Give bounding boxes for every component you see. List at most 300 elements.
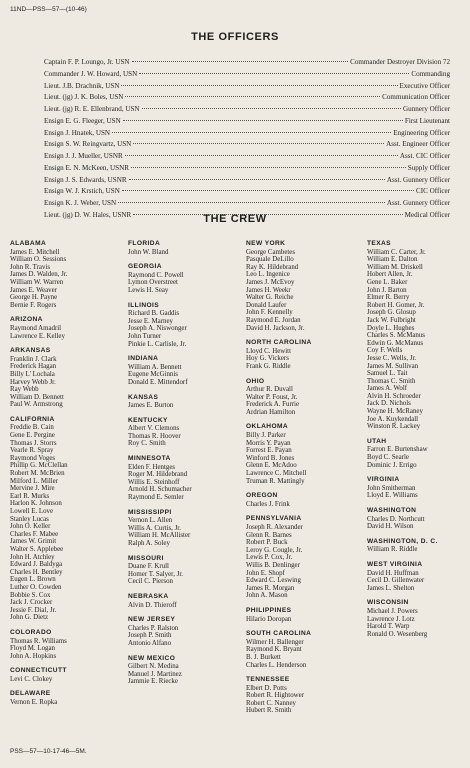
crew-column-2 (128, 240, 192, 693)
state-heading: TENNESSEE (246, 676, 290, 684)
crew-column-1 (10, 240, 68, 714)
crew-member: John F. Kennelly (246, 309, 293, 317)
crew-member: Antonio Alfano (128, 639, 172, 647)
crew-member: Eugene McGinnis (128, 371, 178, 379)
crew-member: Truman R. Mattingly (246, 477, 305, 485)
dot-leader (129, 179, 385, 180)
state-heading: KANSAS (128, 393, 159, 401)
state-heading: FLORIDA (128, 240, 161, 247)
crew-member: Raymond E. Jordan (246, 316, 301, 324)
crew-member: Pinkie L. Carlisle, Jr. (128, 340, 187, 348)
crew-member: James H. Weekr (246, 286, 291, 294)
crew-member: Stanley Lucas (10, 515, 49, 523)
crew-member: John O. Keller (10, 523, 51, 531)
crew-member: Elmer R. Berry (367, 294, 410, 302)
crew-member: Elden F. Hentges (128, 463, 176, 471)
document-code: 11ND—PSS—57—(10-46) (10, 6, 87, 13)
state-heading: GEORGIA (128, 263, 162, 271)
crew-member: Lymon Overstreet (128, 279, 178, 287)
officer-row (44, 199, 450, 211)
crew-column-4 (367, 240, 438, 645)
crew-member: Eugen L. Brown (10, 576, 56, 584)
crew-member: Charles L. Henderson (246, 661, 307, 669)
officer-row (44, 164, 450, 176)
officer-name: Ensign E. N. McKeen, USNR (44, 163, 129, 172)
crew-member: Duane F. Krull (128, 563, 169, 571)
state-group (367, 538, 438, 554)
dot-leader (121, 85, 397, 86)
officer-name: Ensign E. G. Fleeger, USN (44, 116, 121, 125)
crew-member: James L. Shelton (367, 584, 415, 592)
officer-position: Communication Officer (382, 93, 450, 102)
officer-name: Ensign J. J. Mueller, USNR (44, 152, 123, 160)
crew-member: Lowell E. Love (10, 508, 54, 515)
crew-member: Frank G. Riddle (246, 362, 291, 370)
crew-member: Edward J. Baldyga (10, 561, 63, 569)
state-heading: OKLAHOMA (246, 423, 289, 431)
crew-member: Jack W. Fulbright (367, 316, 416, 324)
state-group (367, 240, 438, 431)
crew-member: Franklin J. Clark (10, 355, 57, 363)
crew-member: James R. Morgan (246, 584, 295, 592)
crew-member: Richard B. Gaddis (128, 310, 180, 318)
officer-position: Medical Officer (404, 210, 450, 219)
state-heading: MISSISSIPPI (128, 508, 172, 516)
officers-list (44, 58, 450, 223)
state-group (10, 240, 68, 309)
officer-row (44, 176, 450, 188)
crew-member: Hobert Allen, Jr. (367, 271, 413, 279)
crew-member: Lawrence C. Mitchell (246, 470, 307, 478)
crew-member: John W. Bland (128, 248, 169, 256)
crew-member: Robert R. Hightower (246, 692, 304, 700)
state-group (128, 593, 192, 609)
state-group (246, 630, 312, 669)
state-heading: PHILIPPINES (246, 606, 292, 614)
crew-member: Gilbert N. Medina (128, 663, 179, 671)
crew-member: Dominic J. Errigo (367, 461, 417, 469)
officer-row (44, 82, 450, 94)
crew-member: Raymond Voges (10, 454, 56, 462)
state-group (246, 423, 312, 485)
officer-position: CIC Officer (416, 187, 450, 196)
dot-leader (125, 155, 398, 156)
crew-member: Frederick Hagan (10, 363, 57, 371)
crew-member: Walter S. Applebee (10, 545, 64, 553)
crew-member: Paul W. Armstrong (10, 401, 63, 409)
crew-member: Doyle L. Hughes (367, 324, 415, 332)
state-heading: KENTUCKY (128, 416, 168, 424)
crew-member: Donald Laufer (246, 301, 287, 309)
crew-member: James E. Burton (128, 402, 174, 410)
state-group (128, 555, 192, 586)
officer-position: Asst. Gunnery Officer (386, 175, 450, 184)
crew-member: Alvin D. Thieroff (128, 601, 177, 609)
crew-member: James A. Wolf (367, 385, 408, 393)
state-heading: MINNESOTA (128, 455, 171, 463)
crew-member: Roy C. Smith (128, 440, 166, 448)
crew-member: Lewis P. Cox, Jr. (246, 554, 293, 562)
crew-member: Floyd M. Logan (10, 645, 55, 653)
state-group (367, 438, 438, 469)
crew-member: Farron E. Burtenshaw (367, 446, 428, 454)
crew-member: Raymond K. Bryant (246, 646, 302, 654)
state-heading: DELAWARE (10, 690, 51, 698)
crew-member: Earl R. Murks (10, 492, 50, 500)
crew-member: Morris Y. Payan (246, 439, 291, 447)
state-heading: ILLINOIS (128, 301, 160, 309)
state-group (128, 455, 192, 502)
state-group (246, 492, 312, 508)
state-group (246, 378, 312, 417)
dot-leader (131, 167, 406, 168)
crew-member: B. J. Burkett (246, 653, 281, 661)
state-group (128, 417, 192, 448)
state-heading: ARKANSAS (10, 347, 51, 355)
crew-member: Bobbie S. Cox (10, 591, 51, 599)
crew-member: Jammie E. Riecke (128, 678, 178, 686)
state-group (128, 509, 192, 548)
officer-name: Lieut. (jg) J. K. Boles, USN (44, 93, 124, 102)
officer-name: Lieut. (jg) D. W. Hales, USNR (44, 210, 132, 219)
crew-member: George H. Payne (10, 294, 58, 302)
crew-member: Jessie F. Dial, Jr. (10, 606, 57, 614)
officer-name: Commander J. W. Howard, USN (44, 69, 138, 78)
crew-member: Jesse C. Wells, Jr. (367, 354, 417, 362)
crew-member: Lewis H. Seay (128, 286, 169, 294)
crew-member: Ray Webb (10, 386, 39, 394)
dot-leader (125, 96, 380, 97)
officer-name: Ensign S. W. Reingvartz, USN (44, 140, 132, 149)
dot-leader (112, 132, 391, 133)
crew-member: Leroy G. Cougle, Jr. (246, 546, 303, 554)
state-heading: NEW YORK (246, 240, 286, 247)
state-group (128, 655, 192, 686)
state-group (367, 507, 438, 531)
crew-member: Willis A. Curtis, Jr. (128, 524, 181, 532)
state-heading: ARIZONA (10, 316, 43, 324)
crew-member: Thomas R. Williams (10, 637, 67, 645)
state-group (10, 416, 68, 622)
crew-member: Coy F. Wells (367, 347, 403, 355)
state-group (10, 316, 68, 340)
officer-position: Gunnery Officer (403, 105, 450, 113)
crew-member: Winford B. Jones (246, 454, 295, 462)
officer-position: Asst. Gunnery Officer (386, 199, 450, 207)
crew-member: David H. Jackson, Jr. (246, 324, 305, 332)
crew-member: Milford L. Miller (10, 477, 59, 485)
state-heading: PENNSYLVANIA (246, 515, 302, 523)
crew-member: Mervine J. Mire (10, 485, 55, 493)
crew-member: Wayne H. McRaney (367, 408, 423, 416)
crew-member: William D. Bennett (10, 393, 64, 401)
crew-member: Thomas R. Hoover (128, 432, 181, 440)
crew-member: Charles P. Ralston (128, 624, 179, 632)
crew-member: Vernon E. Ropka (10, 699, 58, 707)
crew-member: James M. Sullivan (367, 362, 419, 370)
crew-member: John A. Hopkins (10, 652, 57, 660)
officer-name: Ensign J. Hnatek, USN (44, 128, 111, 137)
crew-member: Hilario Doropan (246, 615, 292, 623)
officer-row (44, 129, 450, 141)
crew-member: William O. Sessions (10, 256, 67, 264)
crew-member: Ray K. Hildebrand (246, 263, 299, 271)
state-heading: ALABAMA (10, 240, 47, 247)
crew-member: Lawrence J. Lotz (367, 615, 415, 623)
state-heading: OREGON (246, 492, 278, 500)
crew-member: Jack D. Nichols (367, 400, 411, 408)
crew-member: Glenn E. McAdoo (246, 462, 297, 470)
crew-member: Homer T. Salyer, Jr. (128, 570, 183, 578)
crew-member: Joseph P. Smith (128, 632, 172, 640)
dot-leader (139, 73, 409, 74)
state-group (10, 690, 68, 706)
state-group (10, 629, 68, 660)
crew-member: Thomas C. Smith (367, 377, 416, 385)
crew-member: Robert H. Gomer, Jr. (367, 301, 425, 309)
state-heading: INDIANA (128, 355, 159, 363)
state-heading: WASHINGTON (367, 507, 417, 514)
crew-member: George Cambetes (246, 248, 296, 256)
officer-row (44, 58, 450, 70)
crew-member: Robert M. McBrien (10, 470, 65, 478)
crew-member: Elbert D. Potts (246, 684, 287, 692)
crew-member: John G. Dietz (10, 614, 49, 622)
state-heading: CALIFORNIA (10, 415, 55, 423)
crew-title: THE CREW (203, 213, 267, 225)
crew-member: Hubert R. Smith (246, 707, 292, 715)
crew-member: William E. Dalton (367, 256, 418, 264)
crew-member: Ronald O. Wesenberg (367, 630, 428, 638)
officer-position: Asst. Engineer Officer (386, 140, 450, 149)
crew-member: Vearle R. Spray (10, 447, 54, 455)
print-code: PSS—57—10-17-46—5M. (10, 748, 87, 755)
crew-member: Billy J. Parker (246, 432, 286, 440)
crew-member: Harlon K. Johnson (10, 500, 62, 508)
crew-member: John E. Shopf (246, 569, 285, 577)
state-group (367, 599, 438, 638)
crew-member: Arnold H. Schumacher (128, 486, 192, 494)
state-group (128, 263, 192, 294)
crew-member: Freddie B. Cain (10, 424, 54, 432)
crew-member: Ardrian Hamilton (246, 408, 296, 416)
crew-member: Michael J. Powers (367, 607, 418, 615)
state-heading: MISSOURI (128, 554, 164, 562)
crew-member: Levi C. Clokey (10, 675, 53, 683)
crew-member: John R. Travis (10, 263, 51, 271)
crew-member: John Turner (128, 332, 162, 340)
state-heading: WEST VIRGINIA (367, 560, 423, 568)
dot-leader (118, 202, 385, 203)
state-heading: COLORADO (10, 628, 52, 636)
officer-position: Commanding (411, 69, 450, 78)
crew-member: James W. Grimit (10, 538, 57, 546)
crew-column-3 (246, 240, 312, 722)
crew-member: Charles S. McManus (367, 332, 425, 340)
state-heading: NEBRASKA (128, 592, 169, 600)
crew-member: Raymond E. Semler (128, 494, 184, 502)
officer-position: Engineering Officer (393, 128, 450, 137)
dot-leader (142, 108, 401, 109)
officer-position: First Lieutenant (404, 116, 450, 125)
crew-member: Edward C. Leswing (246, 577, 301, 585)
crew-member: Pasquale DeLillo (246, 256, 294, 264)
crew-member: Harvey Webb Jr. (10, 378, 56, 386)
crew-member: Walter G. Reiche (246, 294, 294, 302)
crew-member: James J. McEvoy (246, 278, 295, 286)
crew-member: Gene L. Baker (367, 278, 408, 286)
crew-member: William R. Riddle (367, 546, 418, 554)
crew-member: Lloyd E. Williams (367, 492, 418, 500)
crew-member: Raymond C. Powell (128, 271, 184, 279)
crew-member: Walter P. Foust, Jr. (246, 393, 298, 401)
state-group (246, 607, 312, 623)
crew-member: Charles D. Northcutt (367, 515, 425, 523)
dot-leader (122, 190, 414, 191)
crew-member: Charles F. Mabee (10, 530, 59, 538)
state-heading: NORTH CAROLINA (246, 339, 312, 347)
officer-name: Lieut. (jg) R. E. Ellenbrand, USN (44, 105, 140, 113)
officer-row (44, 105, 450, 117)
crew-member: Willis B. Denlinger (246, 561, 300, 569)
officer-position: Asst. CIC Officer (399, 152, 450, 160)
officer-name: Ensign J. S. Edwards, USNR (44, 175, 127, 184)
crew-member: Samuel L. Tait (367, 370, 408, 378)
crew-member: Joe A. Kuykendall (367, 415, 419, 423)
crew-member: Charles H. Bentley (10, 568, 63, 576)
crew-member: Leo L. Ingenice (246, 271, 290, 279)
officer-position: Executive Officer (399, 81, 450, 90)
crew-member: Albert V. Clemons (128, 425, 180, 433)
crew-member: Ralph A. Soley (128, 540, 170, 547)
state-heading: NEW MEXICO (128, 654, 176, 662)
crew-member: Lawrence E. Kelley (10, 332, 65, 340)
state-group (246, 676, 312, 715)
crew-member: Cecil C. Pierson (128, 578, 173, 586)
state-group (10, 667, 68, 683)
dot-leader (133, 143, 384, 144)
state-group (246, 515, 312, 600)
crew-member: Jesse E. Marney (128, 317, 173, 325)
crew-member: Manuel J. Martinez (128, 670, 182, 678)
crew-member: Luther O. Cowden (10, 583, 62, 591)
state-group (367, 476, 438, 500)
state-group (128, 394, 192, 410)
dot-leader (132, 61, 349, 62)
crew-member: William C. Carter, Jr. (367, 248, 426, 256)
crew-member: Frederick A. Furrie (246, 401, 300, 409)
crew-member: Donald E. Mittendorf (128, 378, 188, 386)
state-group (367, 561, 438, 592)
state-group (246, 339, 312, 370)
crew-member: John H. Atchley (10, 553, 55, 561)
crew-member: Joseph R. Alexander (246, 524, 303, 531)
crew-member: William W. Warren (10, 278, 64, 286)
crew-member: Winston R. Lackey (367, 423, 421, 431)
crew-member: Forrest E. Payan (246, 447, 292, 455)
officer-name: Ensign W. J. Krstich, USN (44, 187, 120, 196)
crew-member: William A. Bennett (128, 363, 182, 371)
officer-row (44, 187, 450, 199)
crew-member: Robert C. Nanney (246, 699, 296, 707)
state-group (128, 240, 192, 256)
crew-member: James E. Mitchell (10, 248, 60, 256)
officer-position: Commander Destroyer Division 72 (350, 58, 450, 66)
state-group (128, 355, 192, 386)
state-group (128, 616, 192, 647)
crew-member: Thomas J. Storrs (10, 439, 57, 447)
crew-member: Willis E. Steinhoff (128, 478, 180, 486)
crew-member: Jack J. Crocker (10, 599, 53, 607)
state-heading: UTAH (367, 437, 387, 445)
officer-row (44, 152, 450, 164)
crew-member: Robert P. Buck (246, 539, 288, 547)
crew-member: Harold T. Warp (367, 623, 410, 631)
state-heading: NEW JERSEY (128, 616, 176, 624)
state-heading: TEXAS (367, 240, 391, 247)
officer-row (44, 70, 450, 82)
officer-name: Captain F. P. Loungo, Jr. USN (44, 58, 130, 66)
dot-leader (123, 120, 403, 121)
crew-member: Vernon L. Allen (128, 517, 173, 525)
crew-member: David H. Wilson (367, 523, 414, 531)
state-heading: CONNECTICUTT (10, 667, 67, 675)
officer-row (44, 93, 450, 105)
state-heading: SOUTH CAROLINA (246, 630, 312, 638)
crew-member: James D. Walden, Jr. (10, 271, 68, 279)
officer-row (44, 117, 450, 129)
officers-title: THE OFFICERS (191, 31, 279, 43)
officer-position: Supply Officer (407, 163, 450, 172)
crew-member: Arthur R. Duvall (246, 386, 293, 394)
crew-member: Bernie F. Rogers (10, 301, 57, 309)
crew-member: Lloyd C. Hewitt (246, 347, 291, 355)
officer-name: Lieut. J.B. Drachnik, USN (44, 81, 120, 90)
crew-member: Cecil D. Gillenwater (367, 577, 425, 585)
crew-member: James E. Weaver (10, 286, 57, 294)
state-heading: WISCONSIN (367, 599, 409, 607)
officer-name: Ensign K. J. Weber, USN (44, 199, 117, 207)
crew-member: John Smitherman (367, 484, 416, 492)
crew-member: Wilmer H. Ballenger (246, 638, 304, 646)
crew-member: William H. McAllister (128, 532, 191, 540)
crew-member: John A. Mason (246, 592, 288, 600)
crew-member: John J. Barton (367, 286, 407, 294)
crew-member: Joseph G. Glosup (367, 309, 416, 317)
crew-member: Raymond Amadril (10, 324, 62, 332)
crew-member: Joseph A. Niswonger (128, 325, 187, 333)
crew-member: David H. Huffman (367, 569, 419, 577)
state-heading: OHIO (246, 377, 265, 385)
crew-member: Boyd C. Searle (367, 454, 409, 462)
crew-member: Charles J. Frink (246, 500, 290, 508)
crew-member: Edwin G. McManus (367, 339, 424, 347)
crew-member: Glenn R. Barnes (246, 531, 292, 539)
state-group (128, 302, 192, 349)
state-heading: VIRGINIA (367, 476, 400, 484)
state-group (10, 347, 68, 409)
state-group (246, 240, 312, 332)
crew-member: Hoy G. Vickers (246, 355, 289, 363)
crew-member: William M. Driskell (367, 263, 423, 271)
crew-member: Alvin H. Schroeder (367, 392, 421, 400)
state-heading: WASHINGTON, D. C. (367, 537, 438, 545)
crew-member: Roger M. Hildebrand (128, 471, 188, 479)
crew-member: Phillip G. McClellan (10, 462, 68, 470)
crew-member: Gene E. Pergine (10, 432, 55, 440)
crew-member: Billy L' Lochala (10, 370, 55, 378)
officer-row (44, 140, 450, 152)
